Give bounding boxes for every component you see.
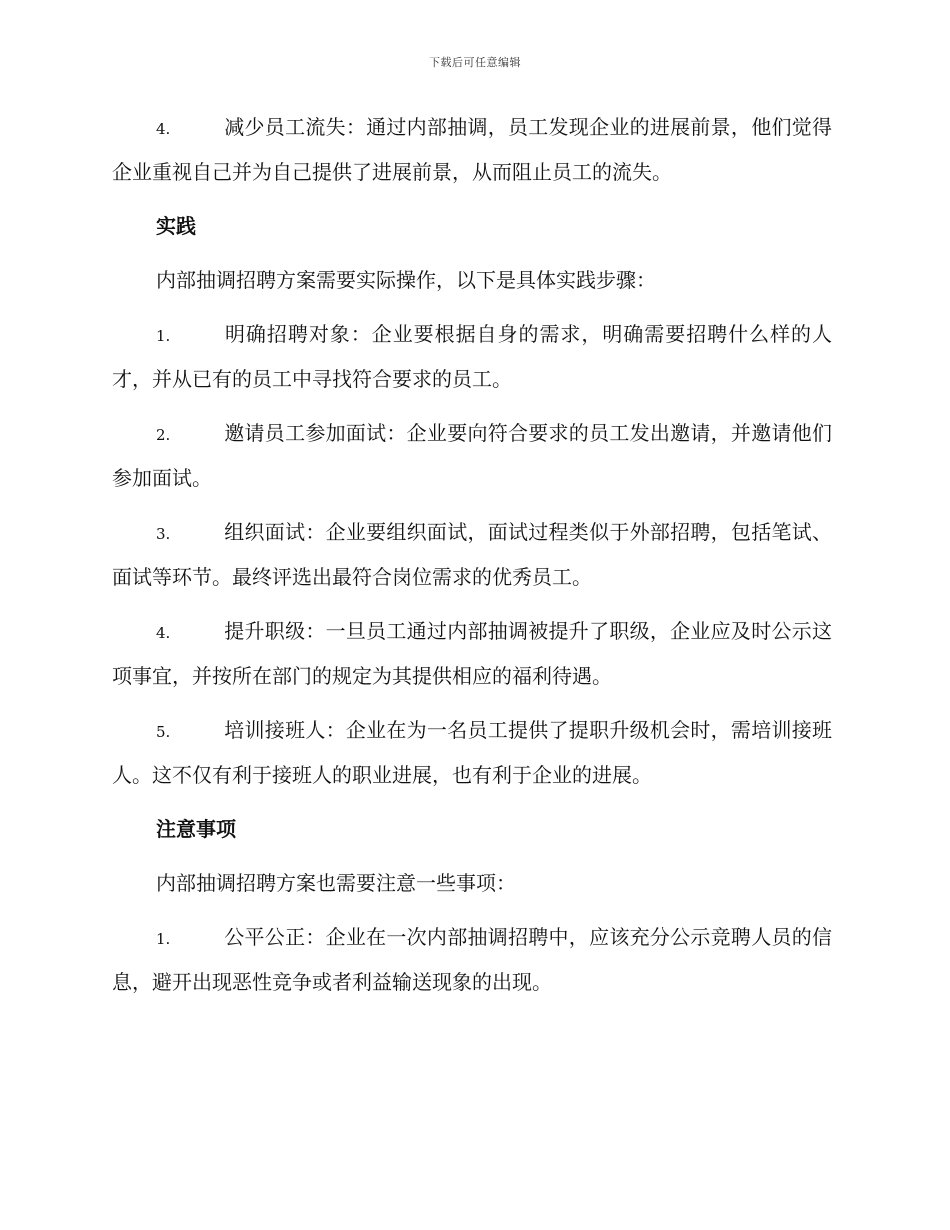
list-number: 1.	[156, 930, 171, 948]
paragraph-practice-intro: 内部抽调招聘方案需要实际操作，以下是具体实践步骤：	[156, 268, 656, 292]
list-item-step-3	[112, 511, 832, 599]
list-number: 1.	[156, 327, 171, 345]
list-item-step-4	[112, 610, 832, 698]
list-number: 2.	[156, 426, 171, 444]
list-item-step-2	[112, 412, 832, 500]
list-number: 4.	[156, 624, 171, 642]
list-text: 培训接班人：企业在为一名员工提供了提职升级机会时，需培训接班人。这不仅有利于接班人的职业进展，也有利于企业的进展。	[112, 718, 832, 787]
list-number: 5.	[156, 723, 171, 741]
list-item-step-1	[112, 313, 832, 401]
document-body	[112, 106, 832, 1015]
section-heading-notes: 注意事项	[156, 817, 236, 841]
page-header: 下载后可任意编辑	[429, 56, 521, 69]
list-text: 明确招聘对象：企业要根据自身的需求，明确需要招聘什么样的人才，并从已有的员工中寻找符合要求的员工。	[112, 322, 832, 391]
list-number: 3.	[156, 525, 171, 543]
list-item-reduce-turnover	[112, 106, 832, 194]
list-number: 4.	[156, 120, 171, 138]
list-text: 提升职级：一旦员工通过内部抽调被提升了职级，企业应及时公示这项事宜，并按所在部门的规定为其提供相应的福利待遇。	[112, 619, 832, 688]
list-item-step-5	[112, 709, 832, 797]
list-text: 公平公正：企业在一次内部抽调招聘中，应该充分公示竞聘人员的信息，避开出现恶性竞争或者利益输送现象的出现。	[112, 925, 832, 994]
list-text: 邀请员工参加面试：企业要向符合要求的员工发出邀请，并邀请他们参加面试。	[112, 421, 832, 490]
list-item-note-1	[112, 916, 832, 1004]
list-text: 减少员工流失：通过内部抽调，员工发现企业的进展前景，他们觉得企业重视自己并为自己提供了进展前景，从而阻止员工的流失。	[112, 115, 832, 184]
section-heading-practice: 实践	[156, 214, 196, 238]
paragraph-notes-intro: 内部抽调招聘方案也需要注意一些事项：	[156, 871, 516, 895]
list-text: 组织面试：企业要组织面试，面试过程类似于外部招聘，包括笔试、面试等环节。最终评选出最符合岗位需求的优秀员工。	[112, 520, 832, 589]
